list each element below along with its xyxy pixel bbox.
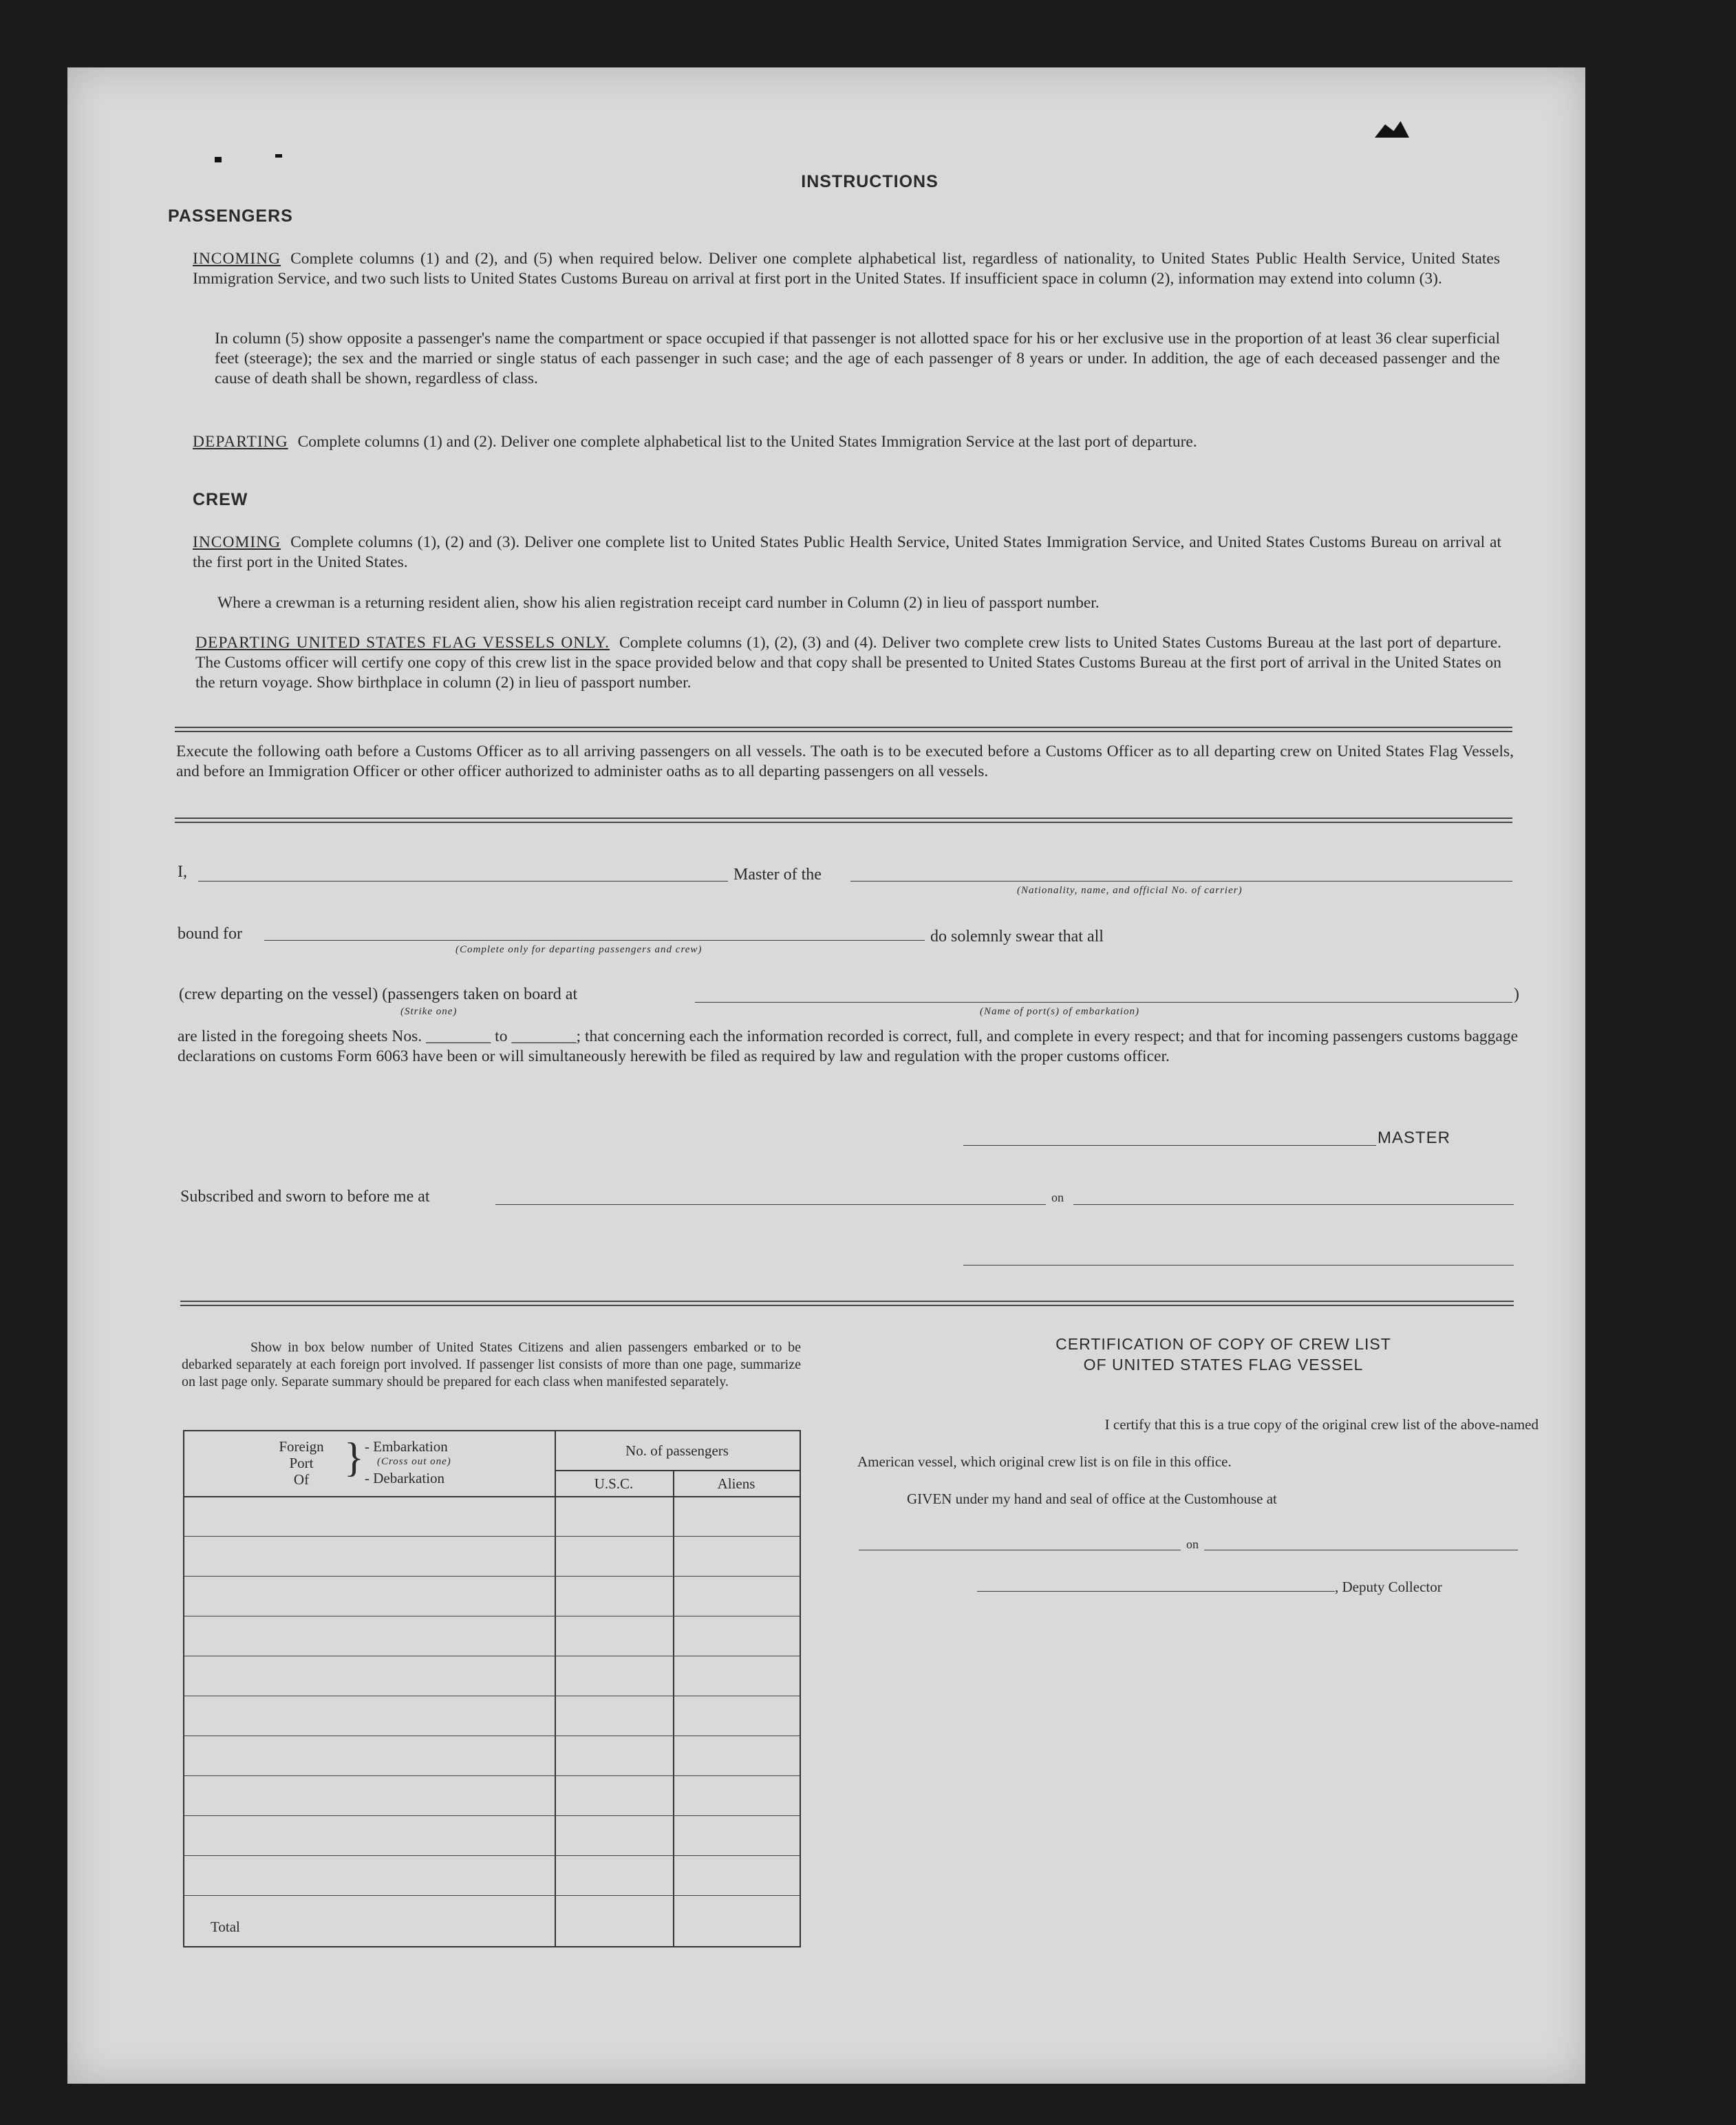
master-signature-field[interactable] <box>963 1145 1376 1146</box>
master-of-the-label: Master of the <box>733 866 822 884</box>
summary-instruction: Show in box below number of United States Citizens and alien passengers embarked or to be debarked separately at each foreign port involved. If passenger list consists of more than one page, summarize on last page only. Separate summary should be prepared for each class when manifested separately. <box>182 1340 801 1389</box>
oath-i-label: I, <box>178 863 187 881</box>
strike-note: (Strike one) <box>400 1006 458 1017</box>
subscribed-date-field[interactable] <box>1073 1204 1514 1205</box>
passengers-incoming-lead: INCOMING <box>193 250 281 268</box>
certification-heading <box>879 1334 1567 1375</box>
scan-mark <box>1375 121 1409 138</box>
table-row <box>184 1815 800 1816</box>
carrier-note: (Nationality, name, and official No. of carrier) <box>1017 885 1243 896</box>
crew-resident-paragraph: Where a crewman is a returning resident alien, show his alien registration receipt card number in Column (2) in lieu of passport number. <box>217 594 1100 612</box>
subscribed-place-field[interactable] <box>495 1204 1046 1205</box>
certification-on-label: on <box>1186 1537 1199 1551</box>
passengers-column5-paragraph: In column (5) show opposite a passenger's name the compartment or space occupied if that passenger is not allotted space for his or her exclusive use in the proportion of at least 36 clear superficial feet (steerage); the sex and the married or single status of each passenger in such case; and the age of each passenger of 8 years or under. In addition, the age of each deceased passenger and the cause of death shall be shown, regardless of class. <box>215 330 1500 387</box>
master-label: MASTER <box>1378 1129 1451 1147</box>
certification-line1: I certify that this is a true copy of the original crew list of the above-named <box>1104 1416 1539 1433</box>
foreign-port-of-label <box>267 1438 336 1488</box>
crew-heading: CREW <box>193 490 248 509</box>
certification-heading-line1: CERTIFICATION OF COPY OF CREW LIST <box>1055 1335 1391 1353</box>
crew-departing-text: Complete columns (1), (2), (3) and (4). Deliver two complete crew lists to United States Customs Bureau at the last port of departure. The Customs officer will certify one copy of this crew list in the space provided below and that copy shall be presented to United States Customs Bureau at the first port of arrival in the United States on the return voyage. Show birthplace in column (2) in lieu of passport number. <box>195 634 1501 692</box>
deputy-signature-field[interactable] <box>977 1591 1335 1592</box>
divider-oath <box>175 818 1512 823</box>
crew-departing-paragraph <box>195 633 1501 693</box>
col-of: Of <box>293 1471 310 1488</box>
table-row <box>184 1895 800 1896</box>
bound-for-label: bound for <box>178 925 242 943</box>
passengers-heading: PASSENGERS <box>168 206 293 226</box>
oath-instruction: Execute the following oath before a Customs Officer as to all arriving passengers on all vessels. The oath is to be executed before a Customs Officer as to all departing crew on United States Flag Vessels, and before an Immigration Officer or other officer authorized to administer oaths as to all departing passengers on all vessels. <box>176 743 1514 780</box>
certification-line2: American vessel, which original crew list is on file in this office. <box>857 1453 1232 1470</box>
listed-statement: are listed in the foregoing sheets Nos. ________ to ________; that concerning each the information recorded is correct, full, and complete in every respect; and that for incoming passengers customs baggage declarations on customs Form 6063 have been or will simultaneously herewith be filed as required by law and regulation with the proper customs officer. <box>178 1027 1518 1065</box>
passengers-departing-paragraph <box>193 432 1500 452</box>
document-page <box>67 67 1585 2084</box>
passengers-departing-lead: DEPARTING <box>193 433 288 451</box>
embarkation-ports-field[interactable] <box>695 1002 1512 1003</box>
officer-signature-field[interactable] <box>963 1265 1514 1266</box>
table-divider-aliens <box>673 1470 674 1946</box>
debarkation-label: - Debarkation <box>365 1470 445 1486</box>
crew-incoming-paragraph <box>193 533 1501 573</box>
subscribed-on-label: on <box>1051 1190 1064 1204</box>
table-header-rule <box>184 1496 800 1497</box>
table-row <box>184 1576 800 1577</box>
col-foreign: Foreign <box>279 1438 324 1455</box>
table-row <box>184 1775 800 1776</box>
cross-out-note: (Cross out one) <box>377 1456 451 1467</box>
brace: } <box>344 1435 364 1480</box>
deputy-collector-label: , Deputy Collector <box>1335 1579 1442 1595</box>
crew-incoming-lead: INCOMING <box>193 533 281 551</box>
scan-mark <box>215 157 222 162</box>
master-name-field[interactable] <box>198 881 728 882</box>
certification-heading-line2: OF UNITED STATES FLAG VESSEL <box>1083 1356 1364 1374</box>
col-port: Port <box>289 1455 314 1471</box>
bound-for-note: (Complete only for departing passengers and crew) <box>456 944 703 955</box>
table-row <box>184 1855 800 1856</box>
no-of-passengers-label: No. of passengers <box>625 1442 729 1459</box>
bound-for-field[interactable] <box>264 940 925 941</box>
swear-text: do solemnly swear that all <box>930 928 1104 946</box>
table-row <box>184 1536 800 1537</box>
crew-passengers-label: (crew departing on the vessel) (passengers taken on board at <box>179 985 578 1003</box>
crew-departing-lead: DEPARTING UNITED STATES FLAG VESSELS ONLY. <box>195 634 610 652</box>
divider-bottom <box>180 1301 1514 1306</box>
passengers-departing-text: Complete columns (1) and (2). Deliver one complete alphabetical list to the United States Immigration Service at the last port of departure. <box>297 433 1197 451</box>
table-divider-usc <box>555 1431 556 1946</box>
usc-header: U.S.C. <box>594 1475 634 1492</box>
passengers-incoming-text: Complete columns (1) and (2), and (5) when required below. Deliver one complete alphabetical list, regardless of nationality, to United States Public Health Service, United States Immigration Service, and two such lists to United States Customs Bureau on arrival at first port in the United States. If insufficient space in column (2), information may extend into column (3). <box>193 250 1500 288</box>
crew-incoming-text: Complete columns (1), (2) and (3). Deliver one complete list to United States Public Health Service, United States Immigration Service, and United States Customs Bureau on arrival at the first port in the United States. <box>193 533 1501 571</box>
passenger-summary-table <box>183 1430 801 1947</box>
carrier-field[interactable] <box>850 881 1512 882</box>
instructions-title: INSTRUCTIONS <box>801 172 939 191</box>
passengers-incoming-paragraph <box>193 249 1500 289</box>
divider-top <box>175 727 1512 732</box>
total-label: Total <box>211 1919 240 1935</box>
table-subheader-rule <box>555 1470 800 1471</box>
ports-note: (Name of port(s) of embarkation) <box>980 1006 1139 1017</box>
subscribed-label: Subscribed and sworn to before me at <box>180 1188 430 1206</box>
scan-mark <box>275 154 282 158</box>
close-paren: ) <box>1514 985 1519 1003</box>
aliens-header: Aliens <box>717 1475 756 1492</box>
embarkation-label: - Embarkation <box>365 1438 448 1455</box>
certification-line3: GIVEN under my hand and seal of office at the Customhouse at <box>907 1491 1277 1507</box>
